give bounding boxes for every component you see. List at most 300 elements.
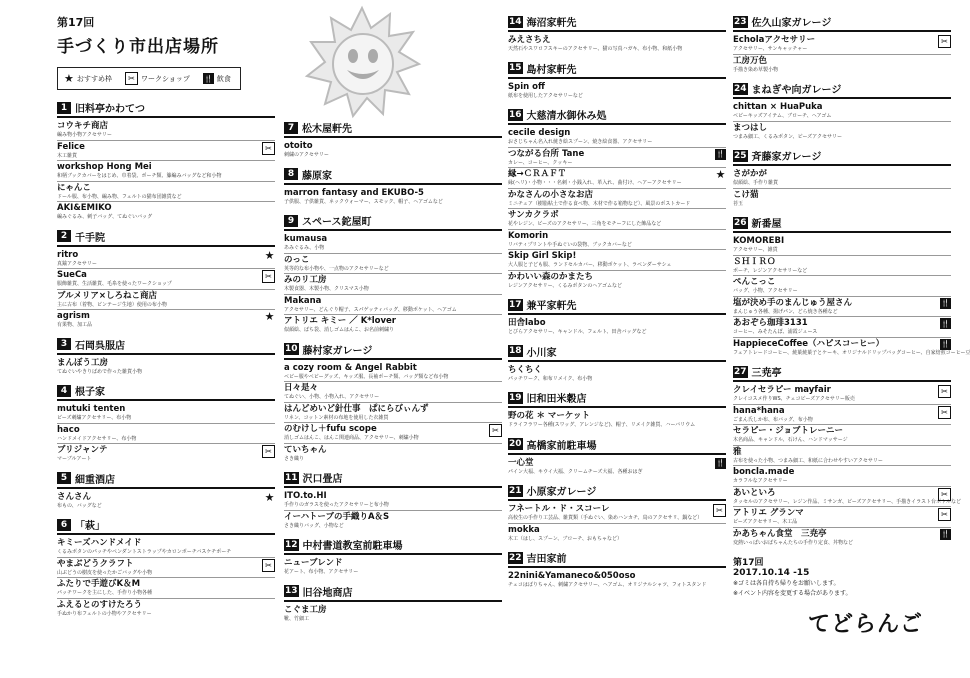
- shop-entry: [508, 317, 726, 337]
- shop-info: [57, 538, 275, 556]
- venue-section: [508, 483, 726, 543]
- venue-number: 26: [734, 217, 747, 228]
- shop-entry: [733, 425, 951, 446]
- shop-entry: [733, 405, 951, 426]
- workshop-icon: ✂: [262, 445, 275, 458]
- food-icon: 🍴: [203, 74, 213, 83]
- shop-name: 一心堂: [508, 457, 534, 468]
- venue-number: 25: [734, 150, 747, 161]
- venue-header: [508, 550, 726, 568]
- shop-description: ドール服、布小物、編み物、フェルトの猫布団雑貨など: [57, 193, 182, 200]
- shop-info: [284, 558, 502, 576]
- shop-description: ベビー服やベビーグッズ、キッズ服、長袖ポーチ類、バッグ類など布小物: [284, 373, 449, 380]
- venue-section: [284, 470, 502, 530]
- shop-entry: [733, 507, 951, 528]
- shop-info: [57, 579, 275, 597]
- shop-info: [57, 311, 261, 329]
- shop-entry: [57, 537, 275, 558]
- shop-info: [284, 512, 502, 530]
- shop-info: [508, 35, 726, 53]
- shop-entry: [57, 403, 275, 424]
- shop-info: [57, 250, 261, 268]
- venue-header: [57, 517, 275, 535]
- shop-info: [284, 316, 502, 334]
- shop-description: 服飾雑貨、生活雑貨、毛糸を使ったワークショップ: [57, 281, 172, 287]
- shop-info: [57, 162, 275, 180]
- shop-entry: [508, 457, 726, 477]
- shop-description: パッチワークを主にした、手作り小物各種: [57, 590, 153, 596]
- shop-info: [733, 277, 951, 295]
- venue-number: 12: [285, 539, 298, 550]
- shop-name: mutuki tenten: [57, 404, 126, 414]
- venue-section: [57, 517, 275, 618]
- shop-description: 似顔絵、手作り雑貨: [733, 180, 779, 186]
- star-icon: ★: [264, 248, 275, 262]
- shop-entry: [57, 269, 275, 290]
- venue-header: [508, 61, 726, 79]
- shop-entry: [733, 189, 951, 209]
- shop-name: セラピー・ジョブトレーニー: [733, 426, 843, 436]
- shop-description: マーブルアート: [57, 456, 92, 462]
- shop-entry: [57, 120, 275, 141]
- venue-header: [733, 148, 951, 166]
- shop-info: [57, 404, 275, 422]
- venue-number: 18: [509, 346, 522, 356]
- venue-header: [508, 14, 726, 32]
- food-icon: 🍴: [941, 299, 950, 307]
- shop-name: Felice: [57, 141, 85, 152]
- shop-description: チェコはばりちゃん、刺繍アクセサリー、ヘアゴム、オリジナルシャツ、フォトスタンド: [508, 582, 707, 588]
- shop-name: boncla.made: [733, 467, 795, 477]
- shop-info: [733, 257, 951, 275]
- venue-header: [508, 107, 726, 125]
- venue-number: 21: [509, 485, 522, 496]
- shop-name: marron fantasy and EKUBO-5: [284, 187, 424, 198]
- shop-description: 紙布を使用したアクセサリーなど: [508, 92, 583, 99]
- shop-name: にゃんこ: [57, 182, 91, 193]
- shop-description: ごまん氏しか布、布バッグ、布小物: [733, 416, 813, 423]
- shop-description: ドライフラワー各種(スワッグ、アレンジなど)、帽子、リメイク雑貨、ハーバリウム: [508, 422, 696, 428]
- shop-description: 苔玉: [733, 200, 744, 207]
- shop-description: ビーズアクセサリー、木工品: [733, 519, 798, 525]
- shop-description: くるみボタンのパッチやペンダントストラップやカロンボーチバスケチポーチ: [57, 549, 232, 555]
- shop-description: レジンアクセサリー、くるみボタンのヘアゴムなど: [508, 282, 623, 289]
- shop-info: [508, 318, 726, 336]
- shop-name: サンカクラボ: [508, 210, 559, 220]
- venue-section: [733, 81, 951, 141]
- shop-description: バッグ、小物、アクセサリー: [733, 288, 798, 294]
- shop-info: [57, 492, 261, 510]
- shop-info: [733, 406, 935, 424]
- venue-section: [733, 364, 962, 547]
- shop-info: [284, 255, 502, 273]
- shop-description: リバティプリントや手ぬぐいの袋物、ブックカバーなど: [508, 241, 632, 248]
- shop-entry: [733, 101, 951, 122]
- shop-name: ritro: [57, 249, 79, 260]
- food-icon: 🍴: [941, 319, 950, 328]
- shop-entry: [284, 382, 502, 403]
- shop-description: 靴、竹細工: [284, 615, 310, 622]
- venue-title: 「萩」: [75, 521, 105, 532]
- venue-number: 19: [509, 392, 522, 403]
- venue-number: 13: [285, 586, 298, 596]
- shop-entry: [57, 249, 275, 270]
- shop-name: 日々是々: [284, 383, 319, 393]
- venue-section: [57, 471, 275, 511]
- shop-entry: [508, 524, 726, 544]
- shop-info: [508, 458, 712, 476]
- shop-name: agrism: [57, 311, 90, 321]
- shop-name: まつはし: [733, 122, 768, 133]
- shop-description: ミニチュア（樹脂粘土で作る食べ物、木材で作る箱物など）、風景のポストカード: [508, 200, 691, 207]
- shop-entry: [508, 230, 726, 251]
- venue-title: 海沼家軒先: [526, 18, 577, 29]
- shop-description: 天然石やスワロフスキーのアクセサリー、猫の写真ハガキ、布小物、和紙小物: [508, 46, 683, 52]
- workshop-icon: ✂: [938, 406, 951, 419]
- shop-description: まんじゅう各種、揚げパン、どら焼き各種など: [733, 308, 838, 315]
- shop-description: アクセサリー、どんぐり帽子、スパゲッティバッグ、移動ポケット、ヘアゴム: [284, 306, 457, 313]
- shop-name: イーハトーブの手織りA＆S: [284, 511, 390, 522]
- shop-name: ぺんこっこ: [733, 277, 776, 287]
- shop-info: [57, 142, 259, 160]
- shop-info: [284, 383, 502, 401]
- shop-name: ふたりで手遊びK＆M: [57, 579, 141, 589]
- shop-entry: [508, 271, 726, 291]
- venue-header: [284, 584, 502, 602]
- shop-description: 木製食器、木製小物、クリスマス小物: [284, 286, 369, 292]
- shop-entry: [57, 290, 275, 311]
- venue-header: [284, 213, 502, 231]
- shop-info: [284, 424, 486, 442]
- venue-number: 6: [57, 519, 71, 531]
- legend-star-label: おすすめ枠: [76, 74, 112, 83]
- venue-header: [284, 167, 502, 185]
- venue-section: [284, 537, 502, 577]
- shop-description: つまみ細工、くるみボタン、ビーズアクセサリー: [733, 133, 843, 140]
- shop-entry: [733, 256, 951, 277]
- venue-section: [508, 61, 726, 101]
- shop-info: [57, 445, 259, 463]
- venue-section: [284, 584, 502, 624]
- shop-entry: [733, 297, 951, 318]
- star-icon: ★: [264, 490, 275, 504]
- venue-title: 小原家ガレージ: [526, 487, 597, 498]
- venue-header: [733, 14, 951, 32]
- shop-info: [733, 385, 935, 403]
- shop-description: てぬぐいやきりばめで作った雑貨小物: [57, 368, 143, 375]
- shop-name: 工房万色: [733, 55, 768, 66]
- venue-number: 1: [57, 102, 71, 114]
- shop-entry: [57, 558, 275, 579]
- footer-note-1: ※ゴミは各自持ち帰りをお願いします。: [733, 580, 840, 587]
- venue-section: [57, 337, 275, 377]
- venue-number: 2: [57, 230, 71, 242]
- venue-title: 三尭亭: [751, 368, 782, 379]
- shop-name: otoito: [284, 141, 313, 151]
- venue-header: [57, 100, 275, 118]
- shop-entry: [284, 315, 502, 335]
- venue-number: 7: [284, 122, 298, 134]
- venue-header: [284, 342, 502, 360]
- workshop-icon: ✂: [262, 142, 275, 155]
- shop-name: つながる台所 Tane: [508, 148, 585, 159]
- shop-entry: [57, 599, 275, 619]
- venue-title: 石岡呉服店: [75, 340, 125, 352]
- shop-info: [284, 404, 502, 422]
- footer: [733, 555, 951, 598]
- shop-info: [57, 270, 259, 288]
- shop-description: 花やレジン、ビーズのアクセサリー、三角をモチーフにした飾品など: [508, 221, 662, 227]
- shop-name: のっこ: [284, 254, 310, 265]
- event-logo: てどらんご: [808, 612, 924, 637]
- food-icon: 🍴: [941, 340, 950, 348]
- shop-description: フェアトレードコーヒー、焼菓焼菓子とケーキ、オリジナルドリップバッグコーヒー、自家焙煎コーヒー豆: [733, 349, 970, 356]
- venue-section: [508, 550, 726, 590]
- shop-info: [733, 298, 937, 316]
- shop-name: workshop Hong Mei: [57, 162, 152, 172]
- venue-header: [733, 364, 951, 382]
- shop-entry: [733, 487, 962, 508]
- shop-info: [733, 236, 951, 254]
- shop-name: Makana: [284, 295, 322, 306]
- shop-description: 縁(ヘリ)・小物・・・名刺・小銭入れ、革入れ、曲付け、ヘアーアクセサリー: [508, 180, 682, 186]
- shop-name: ちくちく: [508, 364, 543, 375]
- venue-number: 27: [734, 366, 747, 377]
- shop-entry: [57, 578, 275, 599]
- shop-info: [57, 291, 275, 309]
- shop-entry: [284, 403, 502, 424]
- shop-description: 木工（はし、スプーン、ブローチ、おもちゃなど）: [508, 535, 623, 542]
- shop-name: ていちゃん: [284, 444, 327, 455]
- venue-number: 4: [57, 385, 71, 397]
- shop-name: こぐま工房: [284, 604, 327, 615]
- shop-description: とびらアクセサリー、キャンドル、フェルト、田舎バッグなど: [508, 329, 647, 335]
- footer-note-2: ※イベント内容を変更する場合があります。: [733, 590, 852, 597]
- shop-entry: [733, 168, 951, 189]
- workshop-icon: ✂: [262, 559, 275, 572]
- shop-name: 雅: [733, 446, 742, 457]
- venue-title: 兼平家軒先: [526, 301, 577, 312]
- shop-description: アクセサリー、サンキャッチャー: [733, 46, 808, 52]
- shop-entry: [508, 189, 726, 210]
- shop-entry: [508, 127, 726, 148]
- shop-name: ブルメリア×しろねこ商店: [57, 290, 158, 301]
- venue-header: [57, 229, 275, 247]
- legend-work-label: ワークショップ: [140, 74, 190, 83]
- shop-description: さき織りバッグ、小物など: [284, 522, 344, 529]
- workshop-icon: ✂: [938, 488, 951, 501]
- shop-description: 山ぶどうの樹皮を使ったかごバッグや小物: [57, 569, 153, 576]
- shop-name: ニューブレンド: [284, 558, 343, 568]
- shop-entry: [508, 34, 726, 54]
- shop-name: Spin off: [508, 81, 545, 92]
- shop-info: [733, 508, 935, 526]
- shop-name: アトリエ キミー ／ K*lover: [284, 316, 396, 326]
- venue-title: 藤原家: [302, 170, 332, 182]
- venue-title: 根子家: [75, 387, 105, 398]
- shop-description: コーヒー、みそたんぽ、浦霞ジュース: [733, 329, 818, 335]
- shop-entry: [284, 511, 502, 531]
- shop-info: [284, 363, 502, 381]
- footer-edition: 第17回: [733, 558, 764, 568]
- shop-info: [733, 487, 962, 506]
- shop-name: コウキチ商店: [57, 121, 109, 131]
- shop-entry: [508, 410, 726, 430]
- shop-description: パッチワーク、和布リメイク、布小物: [508, 375, 593, 382]
- shop-description: 花アート、布小物、アクセサリー: [284, 569, 359, 575]
- shop-info: [508, 365, 726, 383]
- shop-info: [508, 169, 712, 187]
- venue-header: [284, 470, 502, 488]
- shop-entry: [57, 310, 275, 330]
- shop-name: あいといろ: [733, 487, 776, 498]
- shop-name: Komorin: [508, 230, 549, 241]
- shop-name: ITO.to.HI: [284, 491, 327, 501]
- shop-description: 編み物小物アクセサリー: [57, 132, 112, 138]
- venue-title: 新番屋: [751, 219, 782, 230]
- venue-section: [733, 148, 951, 208]
- shop-info: [57, 183, 275, 201]
- shop-info: [733, 35, 935, 53]
- shop-name: さんさん: [57, 491, 92, 502]
- shop-name: a cozy room & Angel Rabbit: [284, 362, 417, 373]
- shop-description: アクセサリー、雑貨: [733, 247, 778, 253]
- shop-info: [284, 605, 502, 623]
- venue-number: 15: [509, 63, 522, 73]
- shop-description: 刺繍のアクセサリー: [284, 152, 329, 158]
- shop-name: HappieceCoffee（ハピスコーヒー）: [733, 338, 885, 349]
- shop-entry: [57, 357, 275, 377]
- shop-name: ブリジャンテ: [57, 445, 108, 455]
- shop-entry: [57, 444, 275, 464]
- venue-title: スペース鉈屋町: [302, 217, 372, 228]
- venue-section: [508, 14, 726, 54]
- shop-info: [508, 128, 726, 146]
- edition-label: 第17回: [57, 16, 95, 29]
- venue-title: 斉藤家ガレージ: [751, 152, 822, 163]
- venue-header: [733, 81, 951, 99]
- shop-name: SueCa: [57, 270, 87, 280]
- shop-info: [57, 425, 275, 443]
- venue-header: [284, 120, 502, 138]
- shop-entry: [733, 55, 951, 75]
- shop-name: キミーズハンドメイド: [57, 538, 142, 548]
- shop-entry: [284, 140, 502, 160]
- workshop-icon: ✂: [938, 385, 951, 398]
- page-title: 手づくり市出店場所: [57, 37, 219, 57]
- workshop-icon: ✂: [489, 424, 502, 437]
- shop-info: [508, 210, 726, 228]
- venue-section: [508, 344, 726, 384]
- shop-info: [508, 525, 726, 543]
- shop-name: Echolaアクセサリー: [733, 35, 816, 45]
- venue-number: 5: [57, 472, 71, 484]
- shop-info: [284, 296, 502, 314]
- shop-name: 塩が決め手のまんじゅう屋さん: [733, 297, 853, 308]
- shop-name: かわいい森のかまたち: [508, 271, 594, 282]
- venue-section: [733, 215, 970, 357]
- shop-info: [284, 491, 502, 509]
- shop-name: KOMOREBI: [733, 236, 785, 246]
- shop-name: クレイセラピー mayfair: [733, 385, 831, 395]
- venue-title: 中村書道教室前駐車場: [302, 541, 403, 552]
- food-icon: 🍴: [716, 150, 725, 158]
- workshop-icon: ✂: [713, 504, 726, 517]
- venue-title: 旧料亭かわてつ: [75, 104, 145, 115]
- venue-header: [508, 297, 726, 315]
- shop-description: 手ぬかり布フェルトの小物やアクセサリー: [57, 610, 152, 617]
- shop-entry: [284, 444, 502, 464]
- venue-header: [508, 344, 726, 362]
- shop-info: [508, 251, 726, 269]
- column-1: [57, 14, 275, 625]
- venue-title: 小川家: [526, 347, 557, 359]
- venue-title: 旧谷地商店: [302, 587, 353, 599]
- venue-number: 20: [509, 439, 522, 449]
- footer-dates: 2017.10.14 -15: [733, 568, 810, 578]
- shop-name: かなさんの小さなお店: [508, 189, 594, 200]
- shop-info: [733, 102, 951, 120]
- venue-title: 島村家軒先: [526, 64, 577, 76]
- shop-entry: [57, 424, 275, 445]
- venue-number: 24: [734, 83, 747, 94]
- venue-title: 千手院: [75, 232, 105, 244]
- venue-header: [508, 483, 726, 501]
- shop-entry: [733, 235, 951, 256]
- shop-description: 高校生の手作り工芸品、雑貨類（手ぬぐい、染めハンカチ、鳥のアクセサリ、鍋など）: [508, 515, 703, 521]
- venue-title: 大慈清水御休み処: [526, 111, 607, 122]
- shop-entry: [508, 81, 726, 101]
- shop-name: みえさちえ: [508, 35, 551, 45]
- shop-info: [57, 203, 275, 221]
- venue-number: 8: [284, 168, 298, 180]
- shop-info: [733, 338, 970, 357]
- shop-name: Skip Girl Skip!: [508, 251, 577, 261]
- shop-entry: [284, 295, 502, 316]
- shop-description: 英等的な布小物や、一点物のアクセサリーなど: [284, 265, 389, 272]
- shop-entry: [57, 182, 275, 203]
- venue-section: [57, 383, 275, 464]
- venue-number: 10: [285, 344, 298, 354]
- venue-header: [508, 437, 726, 455]
- shop-info: [508, 504, 710, 522]
- venue-section: [284, 342, 502, 464]
- food-icon: 🍴: [941, 530, 950, 538]
- shop-info: [508, 82, 726, 100]
- shop-info: [57, 121, 275, 139]
- shop-name: 田舎labo: [508, 318, 546, 328]
- venue-title: 高橋家前駐車場: [526, 440, 597, 452]
- venue-header: [508, 390, 726, 408]
- shop-description: 大人服と子ども服、ランドセルカバー、移動ポケット、ラベンダーサシェ: [508, 262, 672, 268]
- shop-name: AKI&EMIKO: [57, 203, 112, 213]
- shop-description: さき織り: [284, 455, 305, 462]
- venue-header: [733, 215, 951, 233]
- sun-illustration: [305, 6, 420, 118]
- shop-description: おさじちゃん名入れ焼き絵スプーン、焼き絵食器、アクセサリー: [508, 139, 653, 145]
- shop-info: [284, 275, 502, 293]
- shop-name: アトリエ グランマ: [733, 508, 804, 518]
- shop-entry: [284, 362, 502, 383]
- shop-description: パイン大福、キウイ大福、クリームチーズ大福、各種おはぎ: [508, 468, 643, 475]
- shop-info: [284, 141, 502, 159]
- venue-header: [57, 471, 275, 489]
- shop-description: 子供服、子供雑貨、ネックウォーマー、スモック、帽子、ヘアゴムなど: [284, 198, 443, 205]
- star-icon: ★: [64, 72, 74, 85]
- shop-name: のむけし＋fufu scope: [284, 424, 377, 434]
- shop-name: フネートル・ド・スコーレ: [508, 504, 610, 514]
- shop-description: クレイコスメ作りWS、チェコビーズアクセサリー販売: [733, 396, 855, 402]
